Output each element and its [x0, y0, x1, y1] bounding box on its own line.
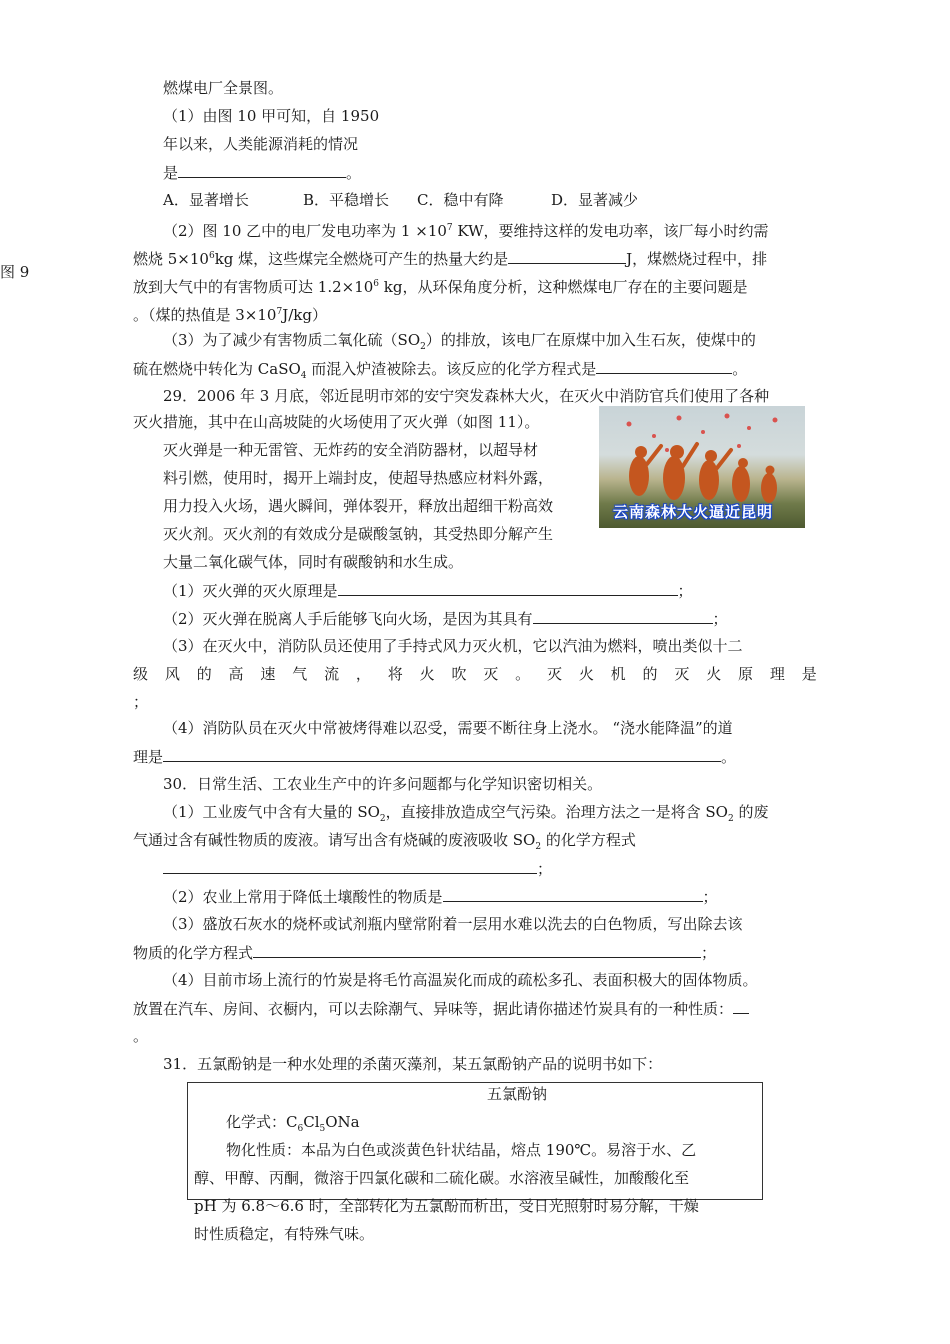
q30-sub1-answer-blank[interactable] [163, 858, 537, 874]
q29-sub3-line2-char: 原 [738, 665, 754, 683]
q28-part1-line3 [163, 162, 361, 183]
manual-formula-subscript: 6 [297, 1124, 304, 1134]
q28-part1-line1: （1）由图 10 甲可知，自 1950 [163, 107, 380, 125]
q30-sub1-text: 的废 [733, 803, 769, 821]
q28-part2-text: 。（煤的热值是 3×10 [133, 306, 277, 324]
q29-line7: 大量二氧化碳气体，同时有碳酸钠和水生成。 [163, 553, 464, 571]
q28-part3-text: （3）为了减少有害物质二氧化硫（SO [163, 331, 421, 349]
q29-sub4-line1: （4）消防队员在灭火中常被烤得难以忍受，需要不断往身上浇水。 “浇水能降温”的道 [163, 719, 733, 737]
q28-part1-line2: 年以来，人类能源消耗的情况 [163, 135, 359, 153]
q29-sub1-answer-blank[interactable] [338, 580, 678, 596]
q29-sub3-line2-char: 吹 [451, 665, 467, 683]
q28-part2-line1 [163, 218, 769, 241]
manual-property-line4: 时性质稳定，有特殊气味。 [194, 1225, 375, 1243]
q28-part3-text: 而混入炉渣被除去。该反应的化学方程式是 [306, 360, 597, 378]
manual-formula [226, 1112, 360, 1139]
q30-sub3-end: ； [701, 944, 717, 962]
photo-caption: 云南森林大火逼近昆明 [613, 503, 774, 521]
q30-sub1-line1 [163, 802, 768, 829]
manual-formula-text: 化学式：C [226, 1113, 298, 1131]
q29-sub3-line2-char: 的 [642, 665, 658, 683]
q30-sub1-end: ； [537, 860, 553, 878]
q28-part3-subscript: 4 [300, 371, 307, 381]
q28-part3-line2 [133, 358, 747, 386]
q29-sub2-end: ； [712, 610, 728, 628]
q29-sub3-line2-char: 级 [133, 665, 149, 683]
q29-sub3-line1: （3）在灭火中，消防队员还使用了手持式风力灭火机，它以汽油为燃料，喷出类似十二 [163, 637, 743, 655]
q29-sub2-answer-blank[interactable] [533, 608, 713, 624]
q28-part2-exponent: 6 [373, 279, 380, 289]
q30-sub2-end: ； [702, 888, 718, 906]
q29-sub1-text: （1）灭火弹的灭火原理是 [163, 582, 338, 600]
q29-sub3-line2-char: 风 [164, 665, 180, 683]
manual-formula-subscript: 5 [319, 1124, 326, 1134]
q30-sub2-answer-blank[interactable] [443, 886, 703, 902]
manual-formula-text: Cl [303, 1113, 320, 1131]
q29-sub3-line2-char: 火 [578, 665, 594, 683]
q29-line3: 灭火弹是一种无雷管、无炸药的安全消防器材，以超导材 [163, 441, 539, 459]
q28-part3-subscript: 2 [420, 342, 426, 352]
q28-part3-text: 硫在燃烧中转化为 CaSO [133, 360, 301, 378]
q28-option-d[interactable]: D．显著减少 [551, 191, 639, 209]
q30-sub1-line2 [133, 830, 636, 857]
q28-equation-answer-blank[interactable] [596, 358, 732, 374]
q29-sub4-line2 [133, 746, 736, 767]
q28-part2-text: KW，要维持这样的发电功率，该厂每小时约需 [452, 222, 769, 240]
q29-sub3-line2-char: 。 [515, 665, 531, 683]
q30-sub2-text: （2）农业上常用于降低土壤酸性的物质是 [163, 888, 443, 906]
manual-property-line1: 物化性质：本品为白色或淡黄色针状结晶，熔点 190℃。易溶于水、乙 [226, 1141, 697, 1159]
q28-part2-text: kg，从环保角度分析，这种燃煤电厂存在的主要问题是 [379, 278, 748, 296]
q30-sub3-line1: （3）盛放石灰水的烧杯或试剂瓶内壁常附着一层用水难以洗去的白色物质，写出除去该 [163, 915, 743, 933]
q28-heat-answer-blank[interactable] [508, 248, 626, 264]
q30-sub1-text: ，直接排放造成空气污染。治理方法之一是将含 SO [385, 803, 728, 821]
q29-sub3-line2-char: ， [355, 665, 371, 683]
q28-option-a[interactable]: A．显著增长 [163, 191, 249, 209]
forest-fire-photo [599, 406, 805, 528]
q30-sub4-line3: 。 [133, 1027, 149, 1045]
q28-part1-answer-blank[interactable] [178, 162, 346, 178]
q29-sub3-line2-char: 是 [801, 665, 817, 683]
manual-property-line3: pH 为 6.8～6.6 时，全部转化为五氯酚而析出，受日光照射时易分解，干燥 [194, 1197, 699, 1215]
q29-sub3-line3: ； [133, 693, 149, 711]
q29-sub3-line2-char: 理 [769, 665, 785, 683]
q28-option-c[interactable]: C．稳中有降 [417, 191, 504, 209]
q28-part2-text: kg 煤，这些煤完全燃烧可产生的热量大约是 [214, 250, 509, 268]
q30-line1: 30．日常生活、工农业生产中的许多问题都与化学知识密切相关。 [163, 775, 603, 793]
q29-sub3-line2-char: 灭 [546, 665, 562, 683]
q28-part3-text: ）的排放，该电厂在原煤中加入生石灰，使煤中的 [425, 331, 756, 349]
q28-part2-text: 燃烧 5×10 [133, 250, 209, 268]
q29-sub3-line2-char: 灭 [483, 665, 499, 683]
q28-options [163, 190, 638, 210]
q29-sub3-line2 [133, 664, 817, 684]
q29-sub1 [163, 580, 693, 601]
q29-line6: 灭火剂。灭火剂的有效成分是碳酸氢钠，其受热即分解产生 [163, 525, 554, 543]
q28-part2-exponent: 7 [446, 223, 453, 233]
q30-sub4-line2 [133, 998, 749, 1019]
q28-part3-end: 。 [732, 360, 748, 378]
q29-line1: 29．2006 年 3 月底，邻近昆明市郊的安宁突发森林大火，在灭火中消防官兵们使用了各种 [163, 387, 770, 405]
q28-part2-text: J，煤燃烧过程中，排 [626, 250, 768, 268]
q28-intro-line: 燃煤电厂全景图。 [163, 79, 284, 97]
q30-sub4-text: 放置在汽车、房间、衣橱内，可以去除潮气、异味等，据此请你描述竹炭具有的一种性质： [133, 1000, 734, 1018]
q29-sub4-prefix: 理是 [133, 748, 164, 766]
q28-part2-text: 放到大气中的有害物质可达 1.2×10 [133, 278, 374, 296]
q29-sub3-line2-char: 将 [387, 665, 403, 683]
q29-line4: 料引燃，使用时，揭开上端封皮，使超导热感应材料外露， [163, 469, 554, 487]
q29-sub3-line2-char: 火 [706, 665, 722, 683]
q29-sub1-end: ； [677, 582, 693, 600]
q28-part2-text: （2）图 10 乙中的电厂发电功率为 1 ×10 [163, 222, 447, 240]
q29-line2: 灭火措施，其中在山高坡陡的火场使用了灭火弹（如图 11）。 [133, 413, 540, 431]
q29-sub3-line2-char: 高 [228, 665, 244, 683]
q29-sub3-line2-char: 机 [610, 665, 626, 683]
q30-sub1-line3 [163, 858, 552, 879]
manual-property-line2: 醇、甲醇、丙酮，微溶于四氯化碳和二硫化碳。水溶液呈碱性，加酸酸化至 [194, 1169, 690, 1187]
q30-sub1-subscript: 2 [535, 842, 542, 852]
q30-sub3-prefix: 物质的化学方程式 [133, 944, 254, 962]
q30-sub1-text: 气通过含有碱性物质的废液。请写出含有烧碱的废液吸收 SO [133, 831, 536, 849]
q30-sub1-text: 的化学方程式 [541, 831, 636, 849]
q30-sub2 [163, 886, 718, 907]
q29-sub3-line2-char: 流 [324, 665, 340, 683]
q28-part2-line2 [133, 246, 767, 269]
q28-part3-line1 [163, 330, 756, 357]
q29-sub3-line2-char: 火 [419, 665, 435, 683]
q29-sub4-end: 。 [721, 748, 737, 766]
q30-sub1-subscript: 2 [379, 814, 386, 824]
manual-formula-text: ONa [325, 1113, 360, 1131]
q30-sub1-text: （1）工业废气中含有大量的 SO [163, 803, 380, 821]
q29-line5: 用力投入火场，遇火瞬间，弹体裂开，释放出超细干粉高效 [163, 497, 554, 515]
q30-sub3-line2 [133, 942, 716, 963]
q28-option-b[interactable]: B．平稳增长 [303, 191, 390, 209]
q28-part2-line3 [133, 274, 747, 297]
q28-part2-exponent: 7 [276, 307, 283, 317]
q29-sub3-line2-char: 的 [196, 665, 212, 683]
q29-sub3-line2-char: 速 [260, 665, 276, 683]
q29-sub2-text: （2）灭火弹在脱离人手后能够飞向火场，是因为其具有 [163, 610, 533, 628]
q29-sub3-line2-char: 气 [292, 665, 308, 683]
q28-part1-end: 。 [346, 164, 362, 182]
q30-sub4-line1: （4）目前市场上流行的竹炭是将毛竹高温炭化而成的疏松多孔、表面积极大的固体物质。 [163, 971, 758, 989]
q30-sub3-answer-blank[interactable] [253, 942, 701, 958]
q29-sub3-line2-char: 灭 [674, 665, 690, 683]
q28-part2-exponent: 6 [208, 251, 215, 261]
q28-part2-text: J/kg） [282, 306, 327, 324]
q29-sub2 [163, 608, 728, 629]
q30-sub1-subscript: 2 [727, 814, 734, 824]
q28-part1-prefix: 是 [163, 164, 179, 182]
q30-sub4-answer-blank[interactable] [733, 998, 749, 1014]
q31-line1: 31．五氯酚钠是一种水处理的杀菌灭藻剂，某五氯酚钠产品的说明书如下： [163, 1055, 663, 1073]
manual-title: 五氯酚钠 [487, 1085, 548, 1103]
figure-9-label: 图 9 [0, 263, 30, 281]
q29-sub4-answer-blank[interactable] [163, 746, 721, 762]
q28-part2-line4 [133, 302, 327, 325]
